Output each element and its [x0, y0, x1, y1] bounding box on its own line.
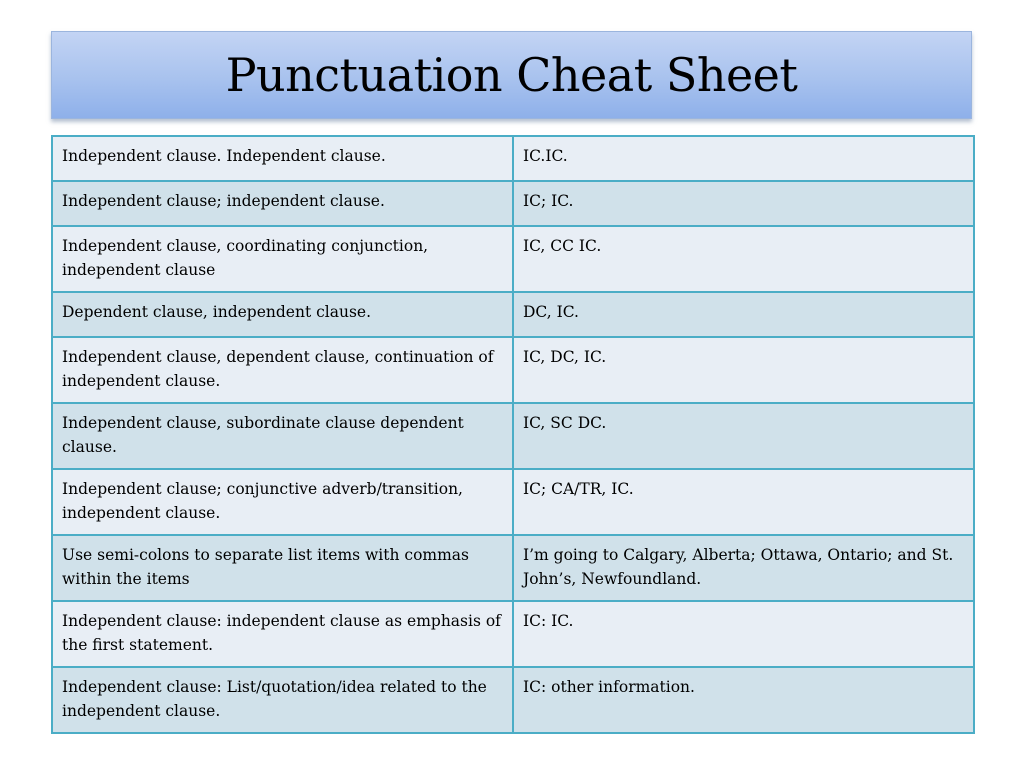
pattern-cell: IC; CA/TR, IC.: [513, 469, 974, 535]
pattern-cell: IC, CC IC.: [513, 226, 974, 292]
pattern-cell: I’m going to Calgary, Alberta; Ottawa, Ontario; and St. John’s, Newfoundland.: [513, 535, 974, 601]
rule-cell: Use semi-colons to separate list items with commas within the items: [52, 535, 513, 601]
page-title: Punctuation Cheat Sheet: [225, 48, 798, 102]
table-row: [52, 403, 974, 469]
table-row: [52, 601, 974, 667]
table-row: [52, 535, 974, 601]
pattern-cell: IC, SC DC.: [513, 403, 974, 469]
rule-cell: Independent clause: List/quotation/idea related to the independent clause.: [52, 667, 513, 733]
pattern-cell: IC: other information.: [513, 667, 974, 733]
rule-cell: Independent clause; independent clause.: [52, 181, 513, 226]
table-row: [52, 226, 974, 292]
table-row: [52, 292, 974, 337]
pattern-cell: IC; IC.: [513, 181, 974, 226]
rule-cell: Independent clause, subordinate clause dependent clause.: [52, 403, 513, 469]
title-banner: [51, 31, 972, 119]
punctuation-table: [51, 135, 975, 734]
table-row: [52, 181, 974, 226]
pattern-cell: IC, DC, IC.: [513, 337, 974, 403]
pattern-cell: IC.IC.: [513, 136, 974, 181]
pattern-cell: DC, IC.: [513, 292, 974, 337]
table-row: [52, 667, 974, 733]
pattern-cell: IC: IC.: [513, 601, 974, 667]
table-row: [52, 337, 974, 403]
rule-cell: Independent clause. Independent clause.: [52, 136, 513, 181]
table-row: [52, 136, 974, 181]
table-row: [52, 469, 974, 535]
rule-cell: Dependent clause, independent clause.: [52, 292, 513, 337]
rule-cell: Independent clause, coordinating conjunction, independent clause: [52, 226, 513, 292]
rule-cell: Independent clause; conjunctive adverb/transition, independent clause.: [52, 469, 513, 535]
rule-cell: Independent clause, dependent clause, continuation of independent clause.: [52, 337, 513, 403]
rule-cell: Independent clause: independent clause as emphasis of the first statement.: [52, 601, 513, 667]
